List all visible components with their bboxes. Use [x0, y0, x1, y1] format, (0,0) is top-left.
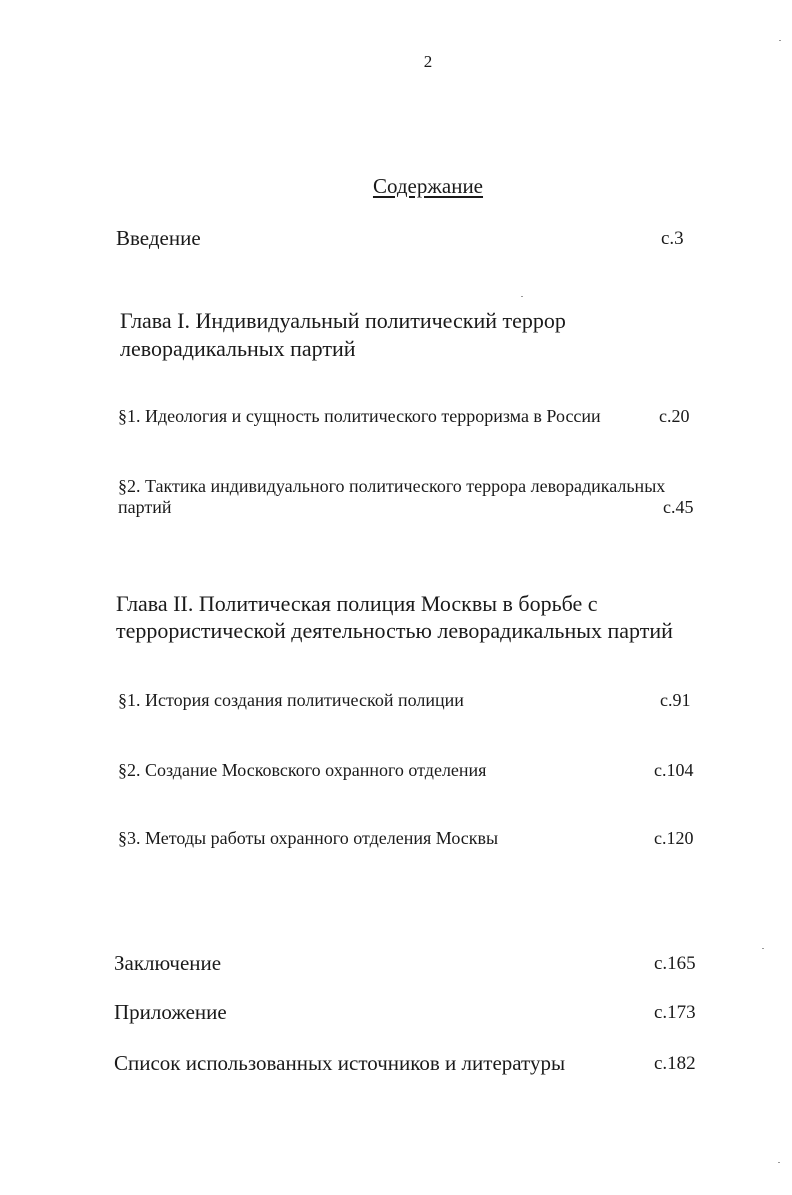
toc-conclusion-label: Заключение [114, 951, 222, 975]
chapter2-section1-page: с.91 [660, 690, 691, 710]
toc-intro-page: с.3 [661, 228, 684, 249]
chapter2-section2-page: с.104 [654, 760, 694, 780]
scan-speck [778, 1162, 780, 1163]
chapter1-section1-label: §1. Идеология и сущность политического терроризма в России [118, 406, 601, 426]
chapter1-section2-label-line1: §2. Тактика индивидуального политического террора леворадикальных [118, 476, 666, 496]
toc-bibliography-label: Список использованных источников и литературы [114, 1051, 566, 1075]
chapter1-section2-label-line2: партий [118, 497, 172, 517]
toc-bibliography-page: с.182 [654, 1053, 696, 1074]
chapter2-section3-label: §3. Методы работы охранного отделения Москвы [118, 828, 499, 848]
page-title: Содержание [372, 174, 484, 198]
chapter1-section1-page: с.20 [659, 406, 690, 426]
chapter2-section3-page: с.120 [654, 828, 694, 848]
toc-conclusion-page: с.165 [654, 953, 696, 974]
chapter2-section1-label: §1. История создания политической полиции [118, 690, 464, 710]
toc-appendix-label: Приложение [114, 1000, 227, 1024]
chapter2-heading-line2: террористической деятельностью леворадикальных партий [116, 618, 673, 643]
scan-speck [779, 40, 781, 41]
toc-intro-label: Введение [116, 226, 201, 250]
chapter1-section2-page: с.45 [663, 497, 694, 517]
toc-appendix-page: с.173 [654, 1002, 696, 1023]
page-number: 2 [423, 52, 433, 71]
chapter2-section2-label: §2. Создание Московского охранного отделения [118, 760, 487, 780]
scan-speck [762, 948, 764, 949]
chapter2-heading-line1: Глава II. Политическая полиция Москвы в борьбе с [116, 591, 598, 616]
scan-speck [521, 296, 523, 297]
chapter1-heading-line2: леворадикальных партий [120, 336, 356, 361]
chapter1-heading-line1: Глава I. Индивидуальный политический террор [120, 308, 566, 333]
